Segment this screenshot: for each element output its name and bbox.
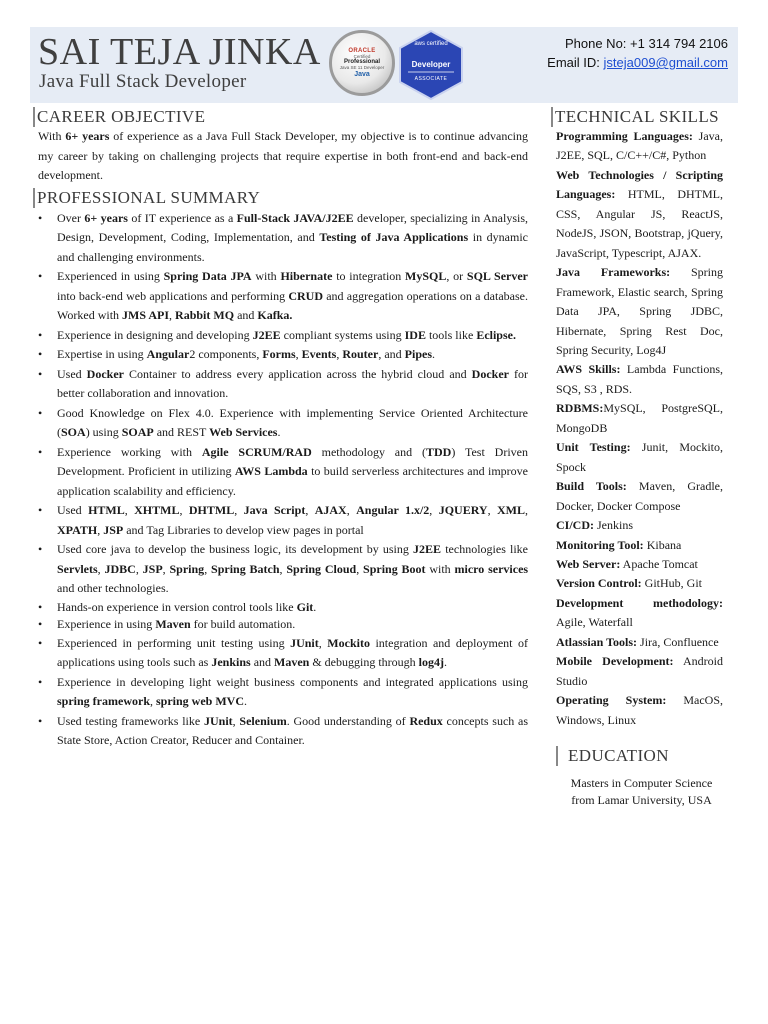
skill-entry <box>556 477 723 516</box>
bold-keyword: Spring Batch <box>211 561 280 576</box>
text-run: technologies like <box>441 542 529 556</box>
text-run: , <box>295 347 302 361</box>
text-run: , <box>336 347 343 361</box>
bold-keyword: JMS API <box>122 308 170 322</box>
text-run: , <box>97 522 104 537</box>
bold-keyword: Selenium <box>239 713 287 728</box>
education-heading: EDUCATION <box>556 746 723 766</box>
skill-entry <box>556 574 723 593</box>
bold-keyword: Router <box>342 347 379 361</box>
skill-category-label: Programming Languages: <box>556 129 693 143</box>
skill-category-label: Web Server: <box>556 556 621 571</box>
oracle-badge-line5: Java <box>354 71 370 78</box>
email-link[interactable]: jsteja009@gmail.com <box>603 55 728 70</box>
text-run: , <box>135 561 143 576</box>
skill-entry <box>556 652 723 691</box>
bold-keyword: MySQL <box>405 269 447 283</box>
skill-category-label: Operating System: <box>556 693 667 708</box>
bold-keyword: spring web MVC <box>156 694 245 709</box>
text-run: Expertise in using <box>57 347 147 361</box>
bold-keyword: SOAP <box>121 425 154 439</box>
bold-keyword: Servlets <box>57 561 98 576</box>
text-run: and REST <box>153 425 210 439</box>
bold-keyword: 6+ years <box>84 210 128 225</box>
bold-keyword: 6+ years <box>65 129 110 143</box>
text-run: and <box>234 308 258 322</box>
contact-info <box>547 34 728 72</box>
text-run: ) using <box>85 425 122 439</box>
text-run: , <box>232 713 240 728</box>
bold-keyword: Hibernate <box>280 269 333 283</box>
bold-keyword: XHTML <box>134 503 180 517</box>
text-run: 2 components, <box>189 347 263 361</box>
bold-keyword: AJAX <box>314 503 347 517</box>
text-run: , and <box>378 347 405 361</box>
bold-keyword: Java Script <box>243 503 306 517</box>
bold-keyword: Web Services <box>209 425 278 439</box>
skill-entry <box>556 438 723 477</box>
text-run: to build serverless architectures and improve application scalability and efficiency. <box>57 464 529 498</box>
summary-bullet-item <box>38 673 528 712</box>
bold-keyword: Maven <box>155 617 191 632</box>
oracle-badge-line3: Professional <box>343 59 380 65</box>
bold-keyword: JSP <box>103 522 124 537</box>
text-run: , <box>525 503 528 517</box>
summary-bullet-item <box>38 365 528 404</box>
skill-category-label: Web Technologies / Scripting Languages: <box>556 167 723 202</box>
text-run: Over <box>57 210 85 225</box>
education-details <box>560 775 723 809</box>
skill-category-label: AWS Skills: <box>556 362 621 377</box>
skill-entry <box>556 536 723 555</box>
skill-values: Kibana <box>643 537 682 552</box>
text-run: Hands-on experience in version control tools like <box>57 599 297 614</box>
summary-bullet-item <box>38 501 528 540</box>
text-run: , <box>279 561 287 576</box>
text-run: of experience as a Java Full Stack Developer, my objective is to continue advancing my career by taking on challenging projects that require expertise in both front-end and back-end development. <box>38 129 528 182</box>
skill-entry <box>556 360 723 399</box>
summary-bullet-item <box>38 404 528 443</box>
text-run: . <box>313 599 317 614</box>
text-run: of IT experience as a <box>127 210 237 225</box>
bold-keyword: Spring <box>169 561 205 576</box>
bold-keyword: JQUERY <box>438 503 488 517</box>
bold-keyword: TDD <box>426 444 452 459</box>
email-label: Email ID: <box>547 55 604 70</box>
aws-badge-line3: ASSOCIATE <box>414 76 448 82</box>
bold-keyword: IDE <box>404 327 426 342</box>
oracle-badge-line1: ORACLE <box>348 48 376 54</box>
text-run: ) Test Driven Development. Proficient in utilizing <box>57 444 528 478</box>
summary-bullet-item <box>38 209 528 268</box>
text-run: for better collaboration and innovation. <box>57 366 528 400</box>
career-objective-text <box>38 127 528 186</box>
aws-certification-badge <box>398 30 464 100</box>
bold-keyword: Redux <box>409 713 443 728</box>
summary-bullet-item <box>38 616 528 634</box>
text-run: into back-end web applications and performing <box>57 288 289 303</box>
candidate-name: SAI TEJA JINKA <box>38 31 321 73</box>
text-run: , <box>234 503 244 517</box>
text-run: , <box>150 694 156 709</box>
skill-category-label: Monitoring Tool: <box>556 537 644 552</box>
text-run: . <box>432 347 436 361</box>
bold-keyword: spring framework <box>57 694 150 709</box>
skill-category-label: Build Tools: <box>556 479 627 494</box>
text-run: , <box>318 635 328 650</box>
summary-bullet-item <box>38 540 528 599</box>
bold-keyword: J2EE <box>252 327 281 342</box>
skill-entry <box>556 399 723 438</box>
bold-keyword: XML <box>497 503 525 517</box>
bold-keyword: Spring Data JPA <box>163 269 252 283</box>
skill-values: HTML, DHTML, CSS, Angular JS, ReactJS, NodeJS, JSON, Bootstrap, jQuery, JavaScript, Typescript, AJAX. <box>556 187 723 260</box>
text-run: . <box>244 694 248 709</box>
bold-keyword: Agile SCRUM/RAD <box>201 444 312 459</box>
bold-keyword: CRUD <box>288 288 323 303</box>
skill-entry <box>556 555 723 574</box>
text-run: to integration <box>332 269 406 283</box>
skill-values: Maven, Gradle, Docker, Docker Compose <box>556 479 723 513</box>
text-run: . <box>277 425 281 439</box>
skill-values: Android Studio <box>556 654 723 688</box>
bold-keyword: Angular 1.x/2 <box>356 503 430 517</box>
skill-category-label: Development methodology: <box>556 595 723 610</box>
text-run: , or <box>446 269 467 283</box>
bold-keyword: Full-Stack JAVA/J2EE <box>236 210 354 225</box>
candidate-role: Java Full Stack Developer <box>39 71 247 92</box>
bold-keyword: Docker <box>86 366 124 381</box>
bold-keyword: Pipes <box>404 347 433 361</box>
summary-bullet-item <box>38 267 528 326</box>
skill-values: Agile, Waterfall <box>556 615 633 630</box>
skill-category-label: CI/CD: <box>556 518 594 533</box>
text-run: , <box>204 561 212 576</box>
bold-keyword: Forms <box>262 347 296 361</box>
skill-category-label: RDBMS: <box>556 401 604 416</box>
aws-badge-line2: Developer <box>411 60 451 69</box>
text-run: Used core java to develop the business logic, its development by using <box>57 542 414 556</box>
skill-values: GitHub, Git <box>641 576 703 591</box>
text-run: , <box>487 503 497 517</box>
bold-keyword: J2EE <box>413 542 442 556</box>
bold-keyword: Git <box>296 599 314 614</box>
skill-entry <box>556 633 723 652</box>
skill-values: MacOS, Windows, Linux <box>556 693 723 727</box>
bold-keyword: micro services <box>454 561 529 576</box>
bold-keyword: AWS Lambda <box>234 464 308 478</box>
bold-keyword: JDBC <box>104 561 136 576</box>
skill-values: Java, J2EE, SQL, C/C++/C#, Python <box>556 129 723 163</box>
professional-summary-list <box>38 209 528 751</box>
text-run: Experience working with <box>57 444 202 459</box>
oracle-certification-badge <box>329 30 395 96</box>
text-run: , <box>356 561 364 576</box>
professional-summary-heading: PROFESSIONAL SUMMARY <box>33 188 528 208</box>
text-run: and aggregation operations on a database. Worked with <box>57 288 528 322</box>
summary-bullet-item <box>38 599 528 617</box>
text-run: Good Knowledge on Flex 4.0. Experience with implementing Service Oriented Architecture ( <box>57 405 528 439</box>
summary-bullet-item <box>38 634 528 673</box>
text-run: . Good understanding of <box>286 713 410 728</box>
text-run: Used <box>57 503 89 517</box>
text-run: methodology and ( <box>311 444 426 459</box>
bold-keyword: Jenkins <box>211 655 251 670</box>
text-run: , <box>97 561 105 576</box>
text-run: concepts such as State Store, Action Creator, Reducer and Container. <box>57 713 529 748</box>
bold-keyword: Testing of Java Applications <box>319 230 469 244</box>
skill-entry <box>556 594 723 633</box>
text-run: Experienced in using <box>57 269 164 283</box>
text-run: , <box>162 561 170 576</box>
text-run: Used testing frameworks like <box>57 713 204 728</box>
text-run: and Tag Libraries to develop view pages in portal <box>123 522 364 537</box>
summary-bullet-item <box>38 326 528 346</box>
text-run: , <box>179 503 189 517</box>
skill-entry <box>556 127 723 166</box>
skill-category-label: Java Frameworks: <box>556 265 671 280</box>
text-run: & debugging through <box>309 655 419 670</box>
bold-keyword: JUnit <box>290 635 319 650</box>
skill-values: Apache Tomcat <box>620 556 698 571</box>
left-column <box>38 107 528 751</box>
text-run: Container to address every application across the hybrid cloud and <box>124 366 472 381</box>
career-objective-heading: CAREER OBJECTIVE <box>33 107 528 127</box>
aws-badge-line1: aws certified <box>414 41 448 47</box>
bold-keyword: Spring Cloud <box>286 561 357 576</box>
text-run: , <box>305 503 315 517</box>
text-run: for build automation. <box>190 617 296 632</box>
text-run: With <box>38 129 66 143</box>
skill-category-label: Atlassian Tools: <box>556 634 638 649</box>
summary-bullet-item <box>38 345 528 365</box>
bold-keyword: Eclipse. <box>476 327 516 342</box>
education-university: from Lamar University, USA <box>571 793 712 808</box>
bold-keyword: JUnit <box>203 713 233 728</box>
bold-keyword: XPATH <box>57 522 98 537</box>
bold-keyword: Kafka. <box>257 308 293 322</box>
skill-values: Jenkins <box>594 518 633 533</box>
text-run: , <box>169 308 176 322</box>
bold-keyword: Mockito <box>327 635 370 650</box>
text-run: Experience in using <box>57 617 156 632</box>
email-line <box>547 53 728 72</box>
technical-skills-list <box>556 127 723 730</box>
skill-category-label: Unit Testing: <box>556 440 631 455</box>
bold-keyword: log4j <box>418 655 445 670</box>
text-run: Experienced in performing unit testing using <box>57 635 291 650</box>
text-run: Used <box>57 366 87 381</box>
skill-entry <box>556 691 723 730</box>
technical-skills-heading: TECHNICAL SKILLS <box>551 107 723 127</box>
bold-keyword: Docker <box>471 366 509 381</box>
summary-bullet-item <box>38 712 528 751</box>
skill-values: MySQL, PostgreSQL, MongoDB <box>556 401 723 435</box>
bold-keyword: Rabbit MQ <box>175 308 235 322</box>
text-run: and <box>250 655 275 670</box>
right-column <box>556 107 723 809</box>
bold-keyword: DHTML <box>188 503 235 517</box>
skill-values: Junit, Mockito, Spock <box>556 440 723 474</box>
text-run: and other technologies. <box>57 581 169 595</box>
skill-category-label: Mobile Development: <box>556 654 674 669</box>
bold-keyword: SOA <box>61 425 86 439</box>
bold-keyword: JSP <box>142 561 163 576</box>
skill-category-label: Version Control: <box>556 576 642 591</box>
skill-entry <box>556 166 723 263</box>
text-run: . <box>444 655 448 670</box>
skill-values: Lambda Functions, SQS, S3 , RDS. <box>556 362 723 396</box>
text-run: with <box>251 269 281 283</box>
bold-keyword: SQL Server <box>466 269 529 283</box>
bold-keyword: Events <box>301 347 337 361</box>
phone-number: Phone No: +1 314 794 2106 <box>564 36 728 51</box>
skill-entry <box>556 263 723 360</box>
text-run: , <box>124 503 135 517</box>
text-run: , <box>346 503 357 517</box>
text-run: developer, specializing in Analysis, Design, Development, Coding, Implementation, and <box>57 210 529 244</box>
text-run: , <box>429 503 439 517</box>
skill-values: Jira, Confluence <box>637 634 719 649</box>
text-run: Experience in designing and developing <box>57 327 253 342</box>
bold-keyword: Spring Boot <box>363 561 426 576</box>
text-run: in dynamic and challenging environments. <box>57 230 529 264</box>
text-run: tools like <box>425 327 477 342</box>
skill-entry <box>556 516 723 535</box>
resume-header <box>30 27 738 103</box>
bold-keyword: Maven <box>274 655 310 670</box>
skill-values: Spring Framework, Elastic search, Spring Data JPA, Spring JDBC, Hibernate, Spring Rest Doc, Spring Security, Log4J <box>556 265 723 357</box>
text-run: compliant systems using <box>280 327 405 342</box>
summary-bullet-item <box>38 443 528 502</box>
oracle-badge-line2: Certified <box>353 54 371 59</box>
text-run: Experience in developing light weight business components and integrated applications using <box>57 674 528 689</box>
bold-keyword: Angular <box>146 347 190 361</box>
text-run: with <box>425 561 455 576</box>
bold-keyword: HTML <box>88 503 125 517</box>
education-degree: Masters in Computer Science <box>570 776 713 791</box>
oracle-badge-line4: Java SE 11 Developer <box>339 65 385 70</box>
text-run: integration and deployment of applications using tools such as <box>57 635 529 670</box>
